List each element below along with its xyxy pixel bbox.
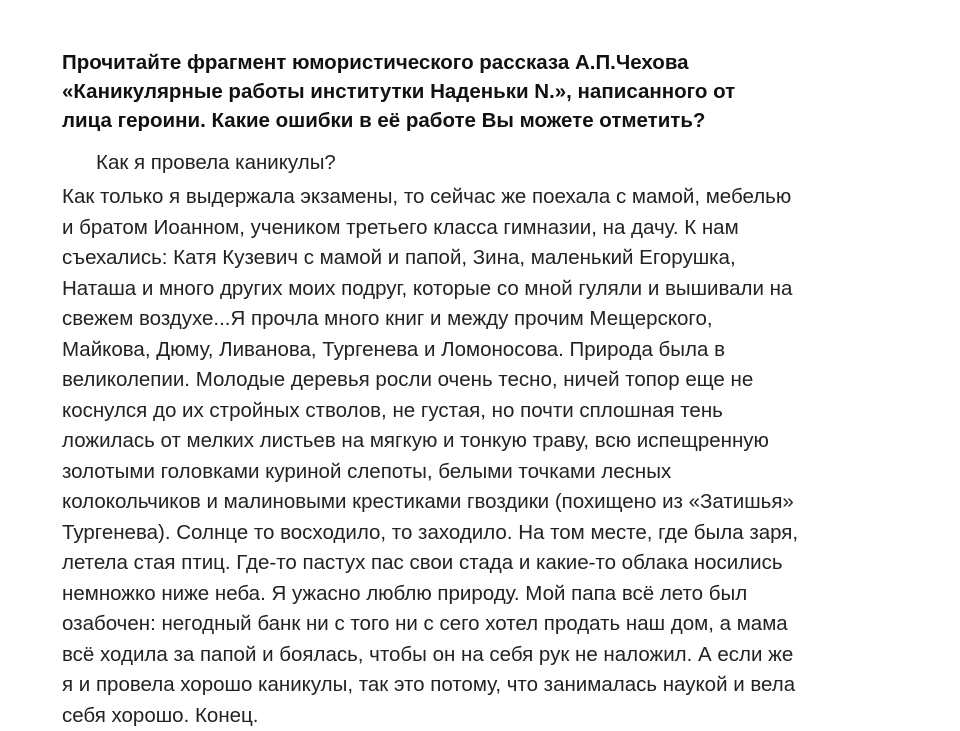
story-line: коснулся до их стройных стволов, не густая, но почти сплошная тень	[62, 396, 932, 427]
story-body	[62, 182, 932, 731]
story-line: золотыми головками куриной слепоты, белыми точками лесных	[62, 457, 932, 488]
story-line: озабочен: негодный банк ни с того ни с сего хотел продать наш дом, а мама	[62, 609, 932, 640]
story-line: съехались: Катя Кузевич с мамой и папой, Зина, маленький Егорушка,	[62, 243, 932, 274]
task-heading	[62, 48, 882, 135]
story-line: Тургенева). Солнце то восходило, то заходило. На том месте, где была заря,	[62, 518, 932, 549]
task-line: Прочитайте фрагмент юмористического рассказа А.П.Чехова	[62, 48, 882, 77]
story-line: свежем воздухе...Я прочла много книг и между прочим Мещерского,	[62, 304, 932, 335]
task-line: «Каникулярные работы институтки Наденьки N.», написанного от	[62, 77, 882, 106]
story-line: колокольчиков и малиновыми крестиками гвоздики (похищено из «Затишья»	[62, 487, 932, 518]
story-line: ложилась от мелких листьев на мягкую и тонкую траву, всю испещренную	[62, 426, 932, 457]
story-line: и братом Иоанном, учеником третьего класса гимназии, на дачу. К нам	[62, 213, 932, 244]
story-title: Как я провела каникулы?	[96, 150, 336, 176]
story-line: летела стая птиц. Где-то пастух пас свои стада и какие-то облака носились	[62, 548, 932, 579]
task-line: лица героини. Какие ошибки в её работе Вы можете отметить?	[62, 106, 882, 135]
story-line: я и провела хорошо каникулы, так это потому, что занималась наукой и вела	[62, 670, 932, 701]
story-line: Как только я выдержала экзамены, то сейчас же поехала с мамой, мебелью	[62, 182, 932, 213]
story-line: всё ходила за папой и боялась, чтобы он на себя рук не наложил. А если же	[62, 640, 932, 671]
story-line: немножко ниже неба. Я ужасно люблю природу. Мой папа всё лето был	[62, 579, 932, 610]
story-line: Наташа и много других моих подруг, которые со мной гуляли и вышивали на	[62, 274, 932, 305]
story-line: себя хорошо. Конец.	[62, 701, 932, 731]
story-line: великолепии. Молодые деревья росли очень тесно, ничей топор еще не	[62, 365, 932, 396]
story-line: Майкова, Дюму, Ливанова, Тургенева и Ломоносова. Природа была в	[62, 335, 932, 366]
